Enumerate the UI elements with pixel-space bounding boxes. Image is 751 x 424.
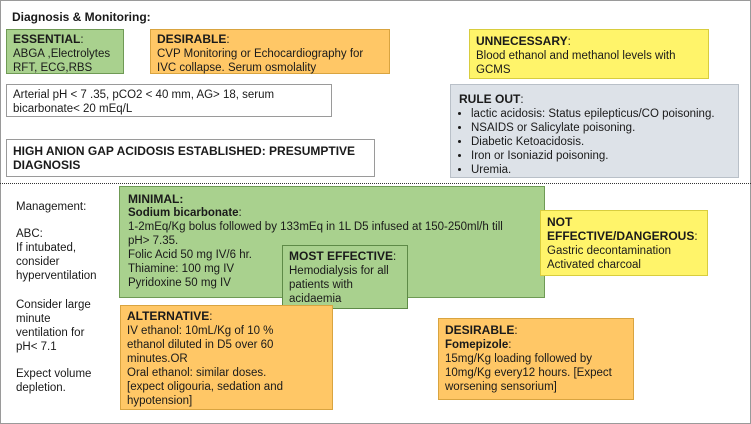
- unnecessary-heading: UNNECESSARY: [476, 34, 568, 48]
- not-effective-colon: :: [694, 231, 698, 243]
- section-divider: [0, 183, 751, 184]
- desirable-bottom-line: 10mg/Kg every12 hours. [Expect: [445, 367, 612, 379]
- unnecessary-line: GCMS: [476, 64, 511, 76]
- abc-line: consider: [16, 256, 60, 268]
- unnecessary-box: [469, 29, 709, 79]
- ventilation-line: minute: [16, 313, 51, 325]
- minimal-drug-colon: :: [238, 207, 242, 219]
- section-title: Diagnosis & Monitoring:: [12, 10, 151, 24]
- desirable-bottom-heading: DESIRABLE: [445, 323, 515, 337]
- volume-note: [16, 367, 91, 395]
- alternative-line: minutes.OR: [127, 353, 188, 365]
- diagnosis-line: DIAGNOSIS: [13, 158, 81, 172]
- abc-note: [16, 227, 97, 283]
- minimal-extra-line: Thiamine: 100 mg IV: [128, 263, 235, 275]
- ventilation-line: pH< 7.1: [16, 341, 57, 353]
- rule-out-item: • Diabetic Ketoacidosis.: [471, 135, 732, 149]
- not-effective-box: [540, 210, 708, 276]
- desirable-top-line: IVC collapse. Serum osmolality: [157, 62, 317, 74]
- rule-out-item: • lactic acidosis: Status epilepticus/CO poisoning.: [471, 107, 732, 121]
- not-effective-line: Gastric decontamination: [547, 245, 672, 257]
- minimal-drug: Sodium bicarbonate: [128, 207, 239, 219]
- desirable-top-line: CVP Monitoring or Echocardiography for: [157, 48, 364, 60]
- minimal-dose-line: 1-2mEq/Kg bolus followed by 133mEq in 1L D5 infused at 150-250ml/h till: [128, 221, 503, 233]
- not-effective-line: Activated charcoal: [547, 259, 641, 271]
- essential-box: [6, 29, 124, 74]
- desirable-bottom-colon: :: [514, 325, 518, 337]
- rule-out-heading: RULE OUT: [459, 92, 521, 106]
- fomepizole-colon: :: [508, 339, 512, 351]
- minimal-extra-line: Folic Acid 50 mg IV/6 hr.: [128, 249, 253, 261]
- desirable-bottom-line: worsening sensorium]: [445, 381, 557, 393]
- alternative-heading: ALTERNATIVE: [127, 309, 210, 323]
- fomepizole-label: Fomepizole: [445, 339, 509, 351]
- most-effective-box: [282, 245, 408, 309]
- alternative-line: ethanol diluted in D5 over 60: [127, 339, 274, 351]
- volume-line: Expect volume: [16, 368, 92, 380]
- rule-out-colon: :: [520, 94, 524, 106]
- essential-heading: ESSENTIAL: [13, 32, 81, 46]
- criteria-line: bicarbonate< 20 mEq/L: [13, 103, 133, 115]
- alternative-line: [expect oligouria, sedation and: [127, 381, 283, 393]
- rule-out-item: • Uremia.: [471, 163, 732, 177]
- volume-line: depletion.: [16, 382, 66, 394]
- desirable-bottom-box: [438, 318, 634, 400]
- most-effective-line: patients with: [289, 279, 353, 291]
- essential-colon: :: [80, 34, 84, 46]
- most-effective-heading: MOST EFFECTIVE: [289, 249, 394, 263]
- diagnosis-box: [6, 139, 375, 177]
- ventilation-note: [16, 298, 91, 354]
- rule-out-list: [459, 107, 732, 177]
- desirable-top-box: [150, 29, 390, 74]
- desirable-top-colon: :: [226, 34, 230, 46]
- management-label: Management:: [16, 201, 87, 213]
- essential-line: ABGA ,Electrolytes: [13, 48, 111, 60]
- desirable-top-heading: DESIRABLE: [157, 32, 227, 46]
- abc-line: hyperventilation: [16, 270, 97, 282]
- criteria-box: [6, 84, 332, 117]
- alternative-colon: :: [209, 311, 213, 323]
- alternative-line: IV ethanol: 10mL/Kg of 10 %: [127, 325, 274, 337]
- minimal-dose-line: pH> 7.35.: [128, 235, 179, 247]
- essential-line: RFT, ECG,RBS: [13, 62, 93, 74]
- unnecessary-colon: :: [567, 36, 571, 48]
- minimal-extra-line: Pyridoxine 50 mg IV: [128, 277, 231, 289]
- unnecessary-line: Blood ethanol and methanol levels with: [476, 50, 676, 62]
- ventilation-line: ventilation for: [16, 327, 85, 339]
- rule-out-box: [450, 84, 739, 178]
- alternative-line: Oral ethanol: similar doses.: [127, 367, 267, 379]
- alternative-line: hypotension]: [127, 395, 193, 407]
- abc-line: ABC:: [16, 228, 43, 240]
- minimal-heading: MINIMAL:: [128, 192, 184, 206]
- most-effective-line: Hemodialysis for all: [289, 265, 389, 277]
- not-effective-heading: NOT: [547, 215, 573, 229]
- rule-out-item: • NSAIDS or Salicylate poisoning.: [471, 121, 732, 135]
- ventilation-line: Consider large: [16, 299, 91, 311]
- not-effective-heading: EFFECTIVE/DANGEROUS: [547, 229, 695, 243]
- abc-line: If intubated,: [16, 242, 77, 254]
- most-effective-line: acidaemia: [289, 293, 342, 305]
- most-effective-colon: :: [393, 251, 397, 263]
- diagnosis-line: HIGH ANION GAP ACIDOSIS ESTABLISHED: PRESUMPTIVE: [13, 144, 356, 158]
- rule-out-item: • Iron or Isoniazid poisoning.: [471, 149, 732, 163]
- criteria-line: Arterial pH < 7 .35, pCO2 < 40 mm, AG> 18, serum: [13, 89, 275, 101]
- alternative-box: [120, 305, 333, 410]
- desirable-bottom-line: 15mg/Kg loading followed by: [445, 353, 593, 365]
